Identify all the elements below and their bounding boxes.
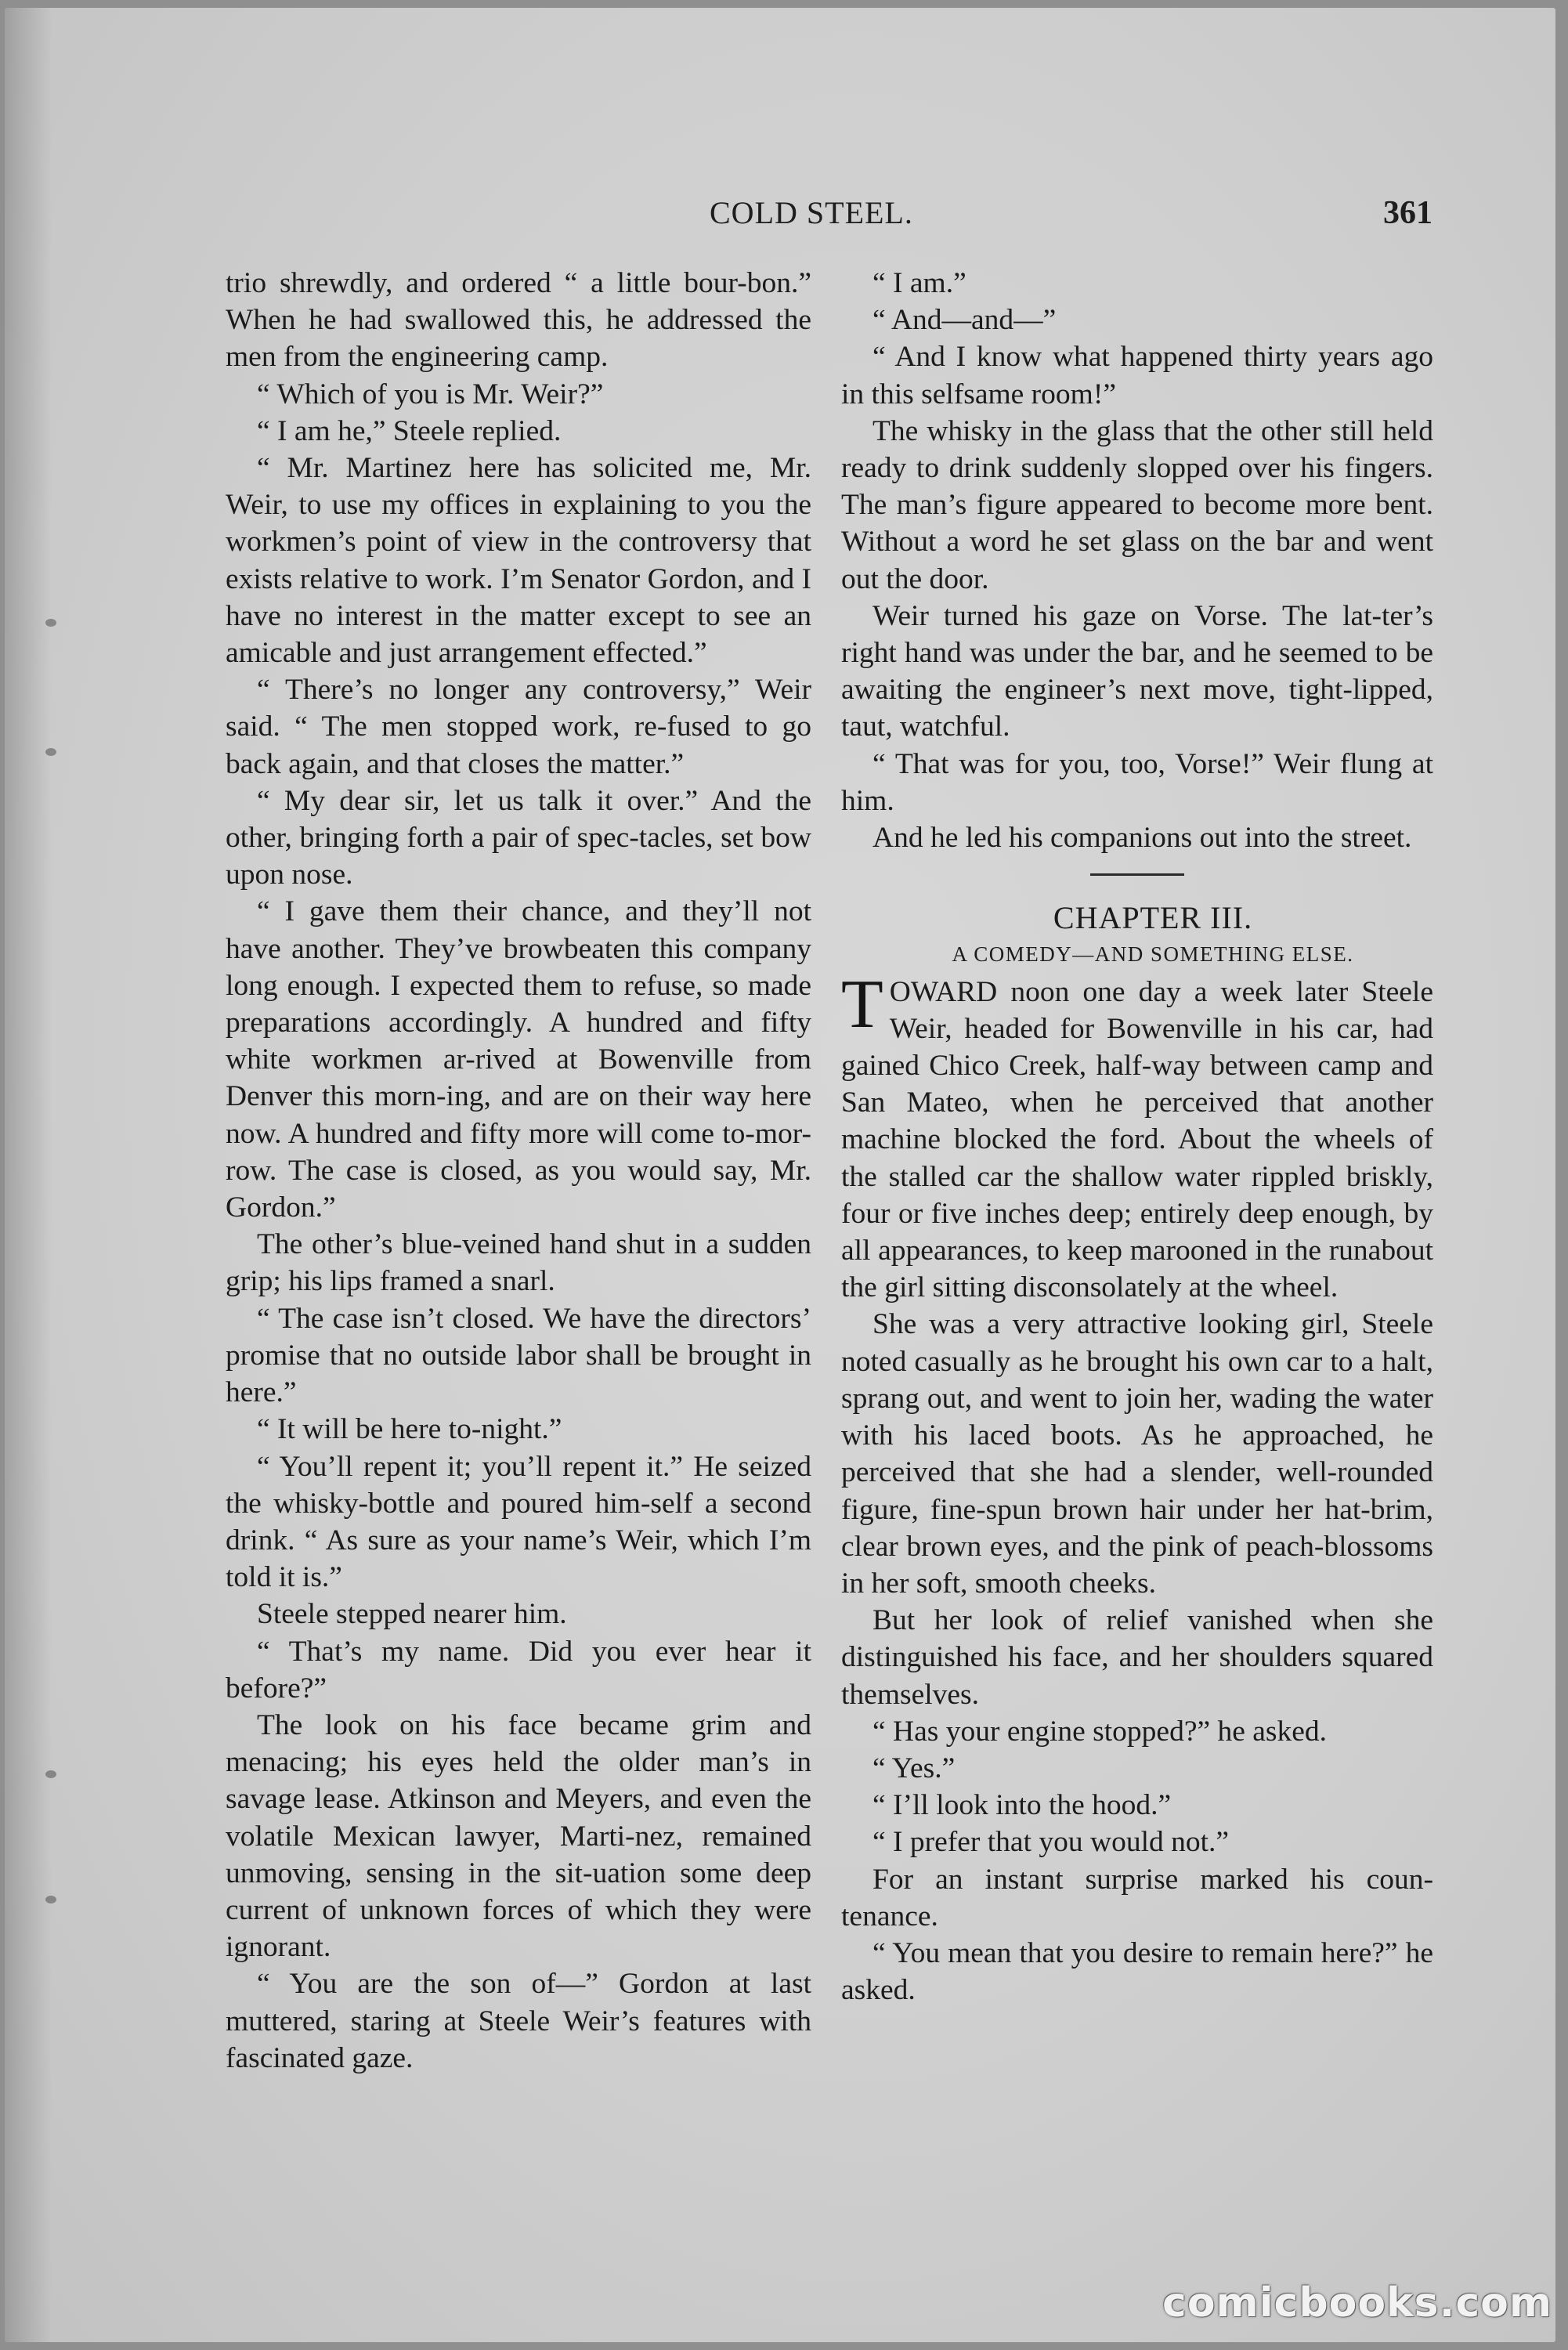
paragraph: “ You mean that you desire to remain here?” he asked. [841,1936,1433,2007]
running-title: COLD STEEL. [710,195,913,230]
paragraph: The whisky in the glass that the other still held ready to drink suddenly slopped over his fingers. The man’s figure appeared to become more bent. Without a word he set glass on the bar and went out the door. [841,414,1433,595]
paragraph: Weir turned his gaze on Vorse. The lat-ter’s right hand was under the bar, and he seemed to be awaiting the engineer’s next move, tight-lipped, taut, watchful. [841,599,1433,743]
paragraph: The other’s blue-veined hand shut in a sudden grip; his lips framed a snarl. [226,1228,811,1298]
chapter-subtitle: A COMEDY—AND SOMETHING ELSE. [952,942,1354,967]
paragraph: “ I’ll look into the hood.” [873,1789,1172,1822]
running-header [5,194,1555,233]
punch-hole [45,1770,56,1778]
paragraph: “ The case isn’t closed. We have the directors’ promise that no outside labor shall be brought in here.” [226,1302,811,1409]
left-column [226,265,811,2077]
paragraph: And he led his companions out into the street. [873,822,1412,855]
paragraph: “ That was for you, too, Vorse!” Weir flung at him. [841,747,1433,817]
section-divider [1090,873,1184,876]
punch-hole [45,748,56,756]
paragraph: “ And—and—” [873,304,1057,337]
paragraph: For an instant surprise marked his coun-tenance. [841,1863,1433,1932]
punch-hole [45,619,56,627]
magazine-page [5,8,1555,2342]
paragraph: “ You are the son of—” Gordon at last muttered, staring at Steele Weir’s features with fascinated gaze. [226,1968,811,2074]
paragraph: The look on his face became grim and menacing; his eyes held the older man’s in savage lease. Atkinson and Meyers, and even the volatile Mexican lawyer, Marti-nez, remained unmoving, sensing in the sit-uation some deep current of unknown forces of which they were ignorant. [226,1708,811,1964]
paragraph: “ That’s my name. Did you ever hear it before?” [226,1635,811,1705]
paragraph: “ It will be here to-night.” [257,1413,562,1446]
paragraph: “ Mr. Martinez here has solicited me, Mr. Weir, to use my offices in explaining to you the workmen’s point of view in the controversy that exists relative to work. I’m Senator Gordon, and I have no interest in the matter except to see an amicable and just arrangement effected.” [226,452,811,670]
paragraph: “ Which of you is Mr. Weir?” [257,378,604,410]
paragraph: “ I am he,” Steele replied. [257,414,562,447]
chapter-heading: CHAPTER III. [1053,900,1253,936]
punch-hole [45,1896,56,1904]
drop-cap: T [841,966,883,1043]
paragraph: But her look of relief vanished when she distinguished his face, and her shoulders squared themselves. [841,1604,1433,1711]
paragraph: “ Yes.” [873,1752,956,1784]
paragraph: “ There’s no longer any controversy,” Weir said. “ The men stopped work, re-fused to go back again, and that closes the matter.” [226,674,811,780]
page-number: 361 [1383,195,1433,231]
paragraph: She was a very attractive looking girl, Steele noted casually as he brought his own car to a halt, sprang out, and went to join her, wading the water with his laced boots. As he approached, he perceived that she had a slender, well-rounded figure, fine-spun brown hair under her hat-brim, clear brown eyes, and the pink of peach-blossoms in her soft, smooth cheeks. [841,1308,1433,1600]
paragraph: “ I gave them their chance, and they’ll not have another. They’ve browbeaten this company long enough. I expected them to refuse, so made preparations accordingly. A hundred and fifty white workmen ar-rived at Bowenville from Denver this morn-ing, and are on their way here now. A hundred and fifty more will come to-mor-row. The case is closed, as you would say, Mr. Gordon.” [226,895,811,1224]
paragraph: “ My dear sir, let us talk it over.” And the other, bringing forth a pair of spec-tacles, set bow upon nose. [226,784,811,891]
paragraph: “ I am.” [873,267,966,299]
paragraph: “ I prefer that you would not.” [873,1826,1230,1859]
right-column [841,265,1433,2008]
opening-text: OWARD noon one day a week later Steele Weir, headed for Bowenville in his car, had gained Chico Creek, half-way between camp and San Mateo, when he perceived that another machine blocked the ford. About the wheels of the stalled car the shallow water rippled briskly, four or five inches deep; entirely deep enough, by all appearances, to keep marooned in the runabout the girl sitting disconsolately at the wheel. [841,975,1433,1304]
binding-shadow [5,8,52,2342]
paragraph: “ Has your engine stopped?” he asked. [873,1715,1328,1748]
paragraph: Steele stepped nearer him. [257,1598,567,1631]
paragraph: “ And I know what happened thirty years ago in this selfsame room!” [841,341,1433,410]
chapter-opening-paragraph [841,966,1433,1307]
site-watermark: comicbooks.com [1162,2280,1553,2326]
paragraph: “ You’ll repent it; you’ll repent it.” He seized the whisky-bottle and poured him-self a second drink. “ As sure as your name’s Weir, which I’m told it is.” [226,1450,811,1594]
paragraph: trio shrewdly, and ordered “ a little bour-bon.” When he had swallowed this, he addressed the men from the engineering camp. [226,267,811,374]
